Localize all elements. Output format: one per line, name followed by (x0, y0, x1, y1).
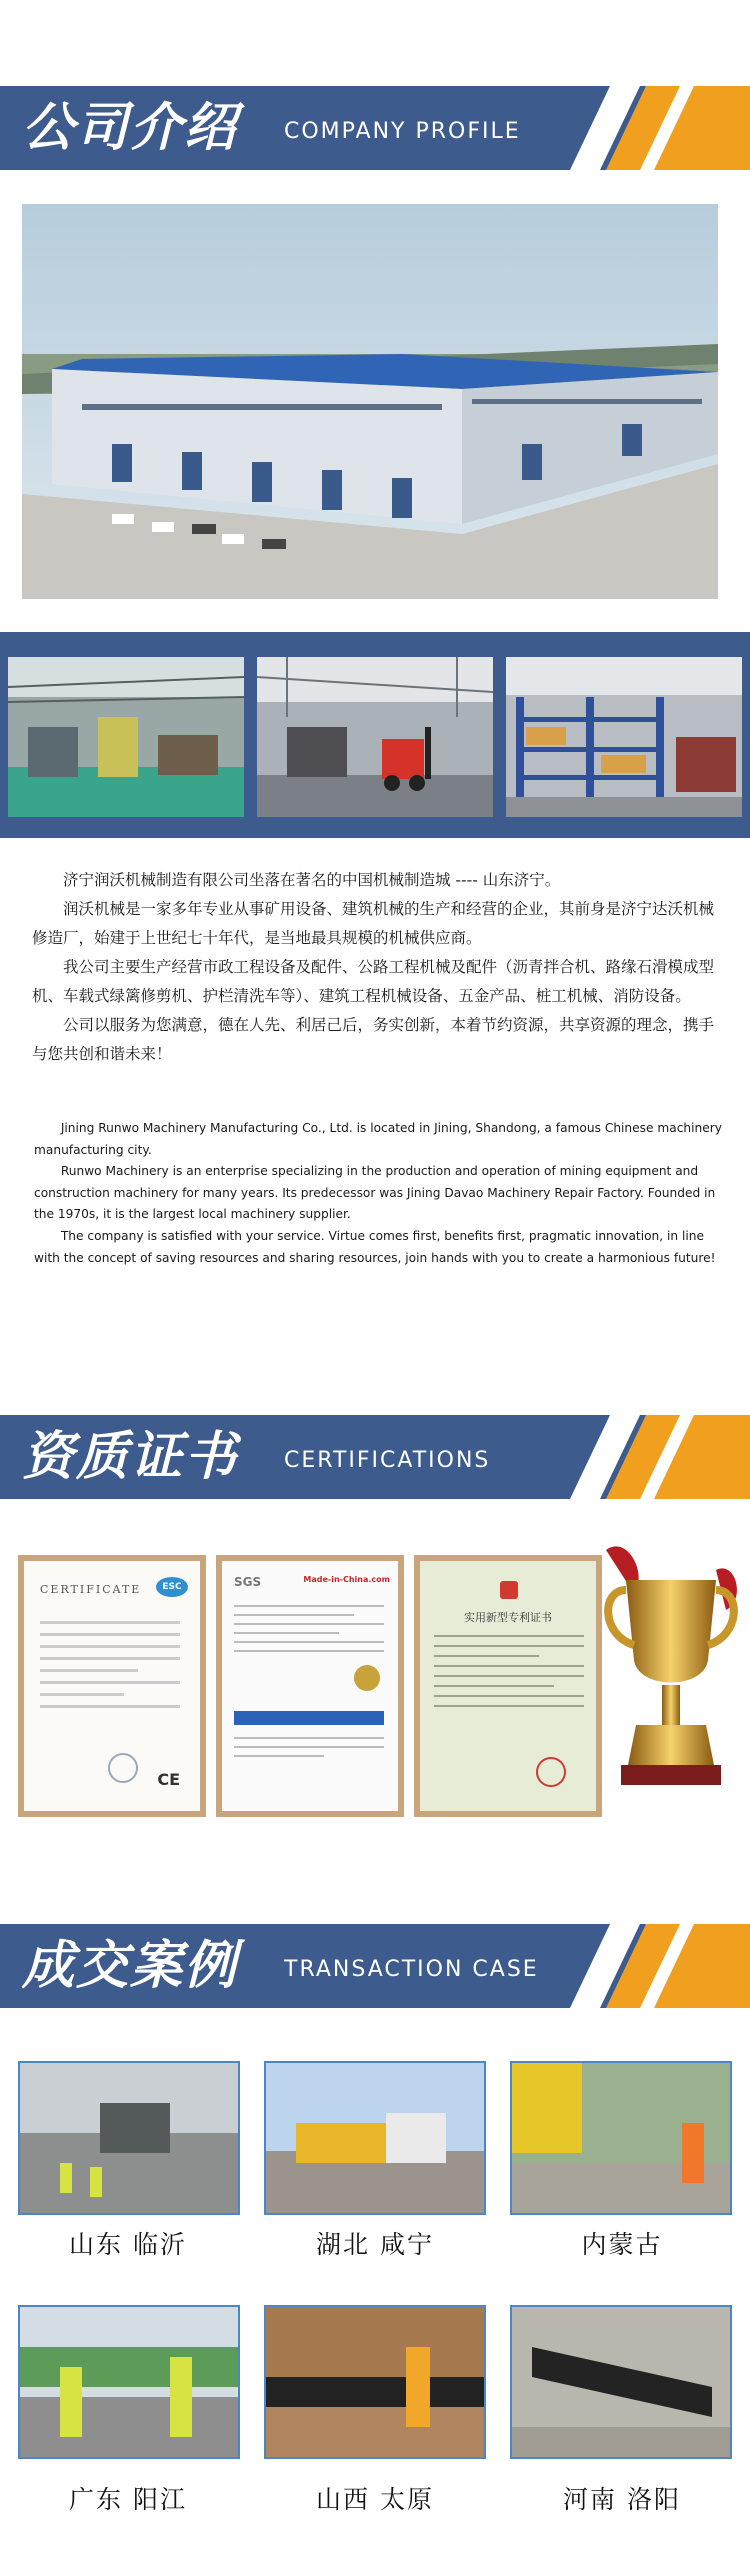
certs-title-en: CERTIFICATIONS (284, 1448, 491, 1473)
cert-esc-badge: ESC (156, 1577, 188, 1597)
case-photo-neimenggu (510, 2061, 732, 2215)
case-city-yangjiang: 广东 阳江 (69, 2485, 187, 2514)
case-city-neimenggu: 内蒙古 (581, 2230, 663, 2259)
case-city-xianning: 湖北 咸宁 (316, 2230, 434, 2259)
cases-title-zh: 成交案例 (22, 1936, 239, 1996)
ce-mark: CE (157, 1770, 180, 1789)
sgs-logo: SGS (234, 1575, 262, 1589)
workshop-photo-3 (506, 657, 742, 817)
intro-en-p1: Jining Runwo Machinery Manufacturing Co., Ltd. is located in Jining, Shandong, a famous Chinese machinery manufacturing city. (34, 1121, 722, 1157)
workshop-photo-2 (257, 657, 493, 817)
profile-banner (0, 86, 750, 170)
banner-stripes (570, 1924, 750, 2008)
mic-logo: Made-in-China.com (303, 1575, 390, 1584)
case-city-linyi: 山东 临沂 (69, 2230, 187, 2259)
banner-stripes (570, 1415, 750, 1499)
intro-zh-p3: 我公司主要生产经营市政工程设备及配件、公路工程机械及配件（沥青拌合机、路缘石滑模成型机、车载式绿篱修剪机、护栏清洗车等）、建筑工程机械设备、五金产品、桩工机械、消防设备。 (32, 958, 715, 1005)
banner-stripes (570, 86, 750, 170)
case-photo-linyi (18, 2061, 240, 2215)
sgs-seal (354, 1665, 380, 1691)
trophy-icon (596, 1540, 746, 1810)
patent-emblem (500, 1581, 518, 1599)
case-photo-xianning (264, 2061, 486, 2215)
intro-english (34, 1118, 724, 1269)
intro-zh-p4: 公司以服务为您满意，德在人先、利居己后，务实创新，本着节约资源，共享资源的理念，携手与您共创和谐未来！ (32, 1016, 715, 1063)
intro-en-p3: The company is satisfied with your service. Virtue comes first, benefits first, pragmatic innovation, in line with the concept of saving resources and sharing resources, join hands with you to create a harmonious future! (34, 1228, 716, 1265)
profile-title-en: COMPANY PROFILE (284, 119, 521, 144)
certs-title-zh: 资质证书 (22, 1427, 239, 1487)
workshop-photo-1 (8, 657, 244, 817)
certs-banner (0, 1415, 750, 1499)
case-photo-luoyang (510, 2305, 732, 2459)
case-city-luoyang: 河南 洛阳 (563, 2485, 681, 2514)
case-city-taiyuan: 山西 太原 (316, 2485, 434, 2514)
cases-banner (0, 1924, 750, 2008)
intro-chinese (32, 866, 722, 1069)
intro-en-p2: Runwo Machinery is an enterprise specializing in the production and operation of mining equipment and construction machinery for many years. Its predecessor was Jining Davao Machinery Repair Factory. Founded in the 1970s, it is the largest local machinery supplier. (34, 1164, 716, 1222)
cert-seal (108, 1753, 138, 1783)
patent-title: 实用新型专利证书 (464, 1611, 552, 1624)
case-photo-yangjiang (18, 2305, 240, 2459)
certificate-patent (414, 1555, 602, 1817)
case-photo-taiyuan (264, 2305, 486, 2459)
profile-title-zh: 公司介绍 (22, 98, 239, 158)
factory-photo (22, 204, 718, 599)
intro-zh-p1: 济宁润沃机械制造有限公司坐落在著名的中国机械制造城 ---- 山东济宁。 (63, 871, 561, 889)
intro-zh-p2: 润沃机械是一家多年专业从事矿用设备、建筑机械的生产和经营的企业，其前身是济宁达沃机械修造厂，始建于上世纪七十年代，是当地最具规模的机械供应商。 (32, 900, 715, 947)
patent-seal (536, 1757, 566, 1787)
certificate-sgs (216, 1555, 404, 1817)
cert-ce-title: CERTIFICATE (40, 1583, 142, 1596)
certificate-ce (18, 1555, 206, 1817)
cases-title-en: TRANSACTION CASE (284, 1957, 539, 1982)
